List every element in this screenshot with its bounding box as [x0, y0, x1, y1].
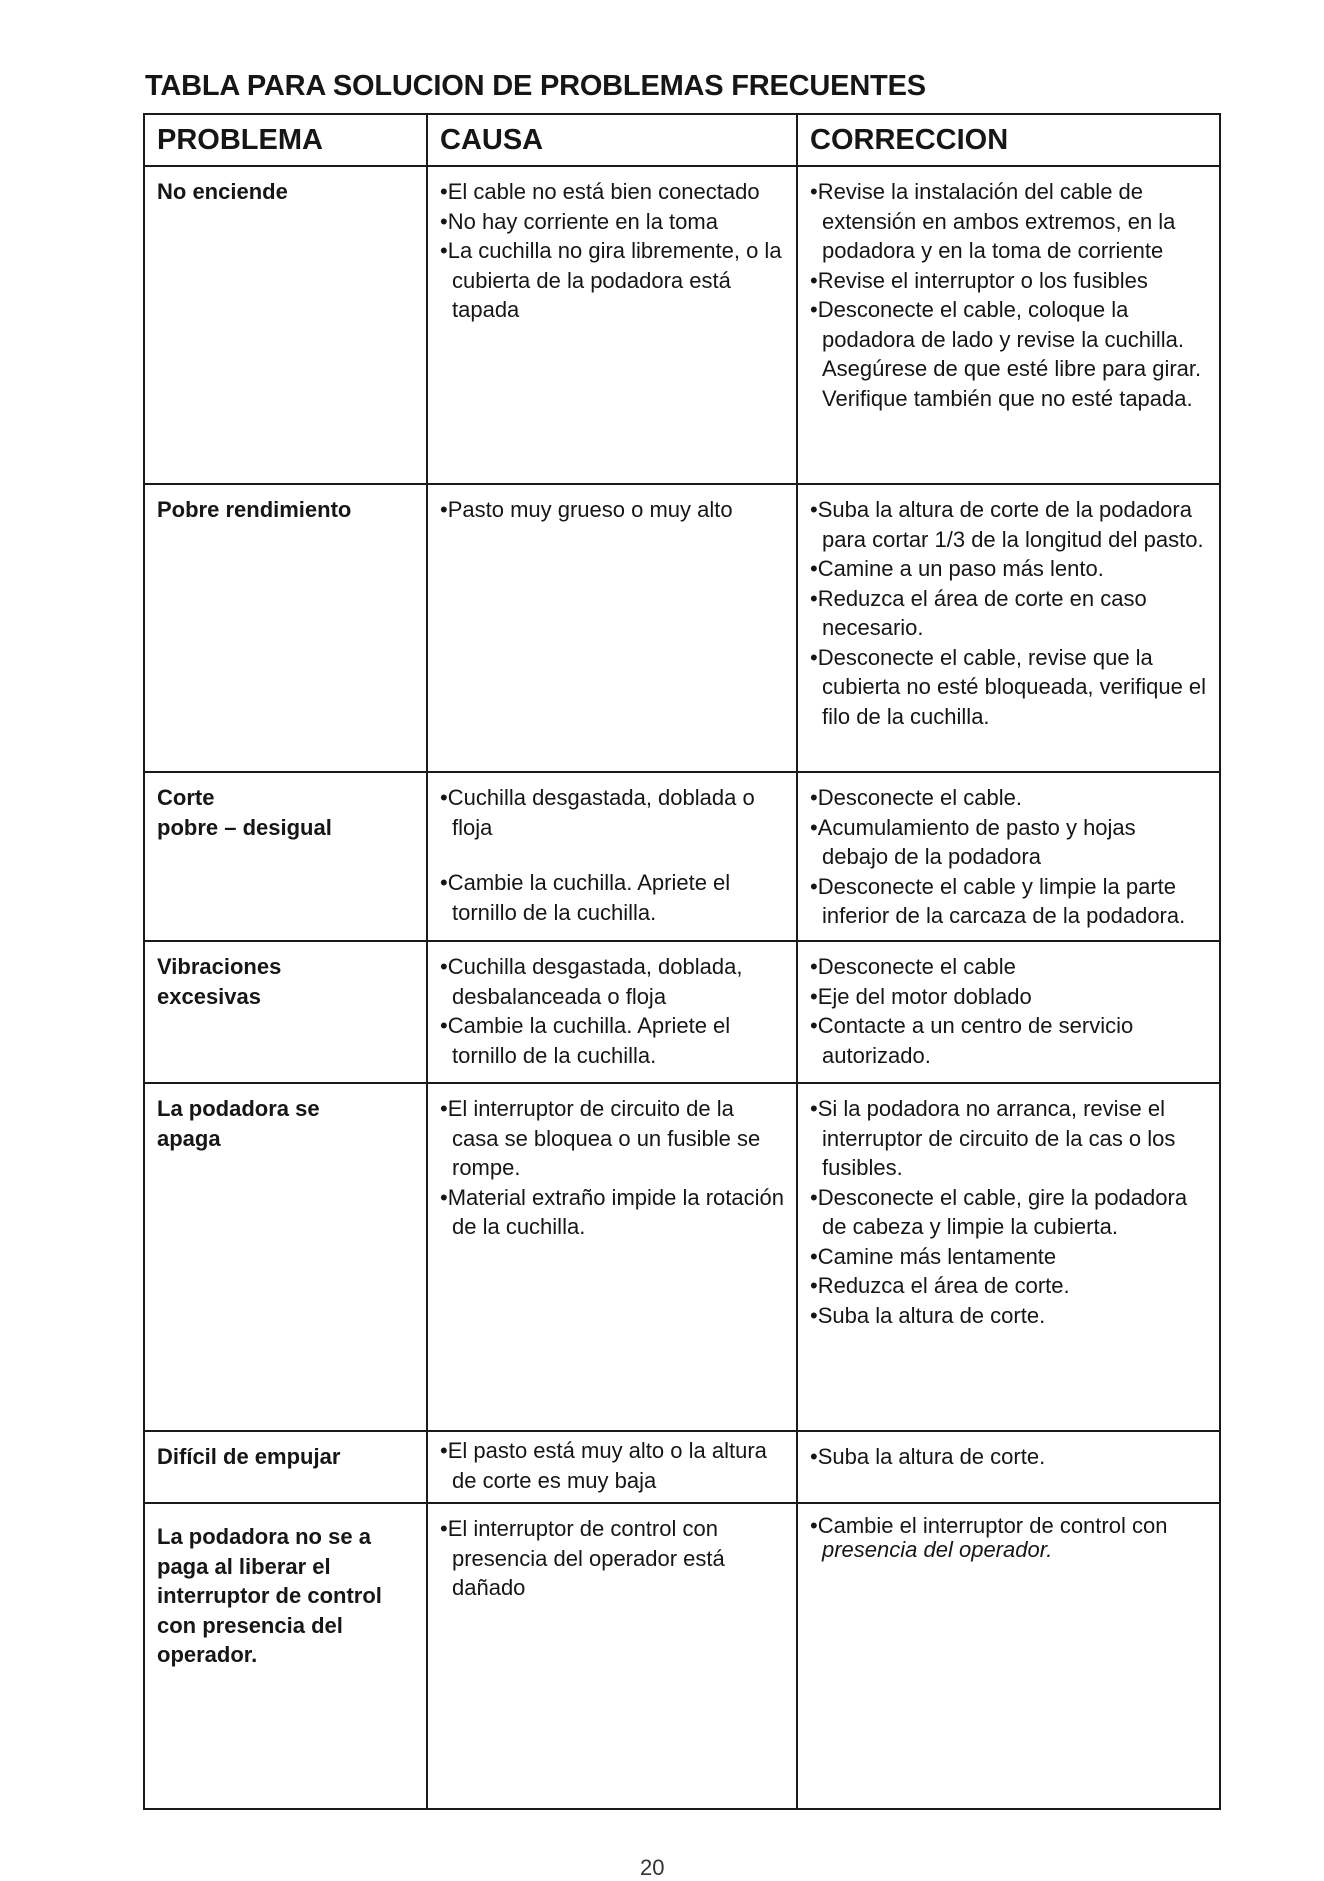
cause-cell	[428, 1084, 798, 1430]
cause-item: •Cambie la cuchilla. Apriete el tornillo de la cuchilla.	[440, 1013, 731, 1068]
page-title: TABLA PARA SOLUCION DE PROBLEMAS FRECUENTES	[145, 70, 926, 102]
problem-text: operador.	[157, 1642, 258, 1667]
cause-item: •La cuchilla no gira libremente, o la cubierta de la podadora está tapada	[440, 238, 782, 322]
header-problem: PROBLEMA	[145, 115, 428, 165]
correction-item: •Desconecte el cable	[810, 954, 1016, 979]
table-row	[145, 773, 1219, 942]
correction-item: •Reduzca el área de corte.	[810, 1273, 1070, 1298]
problem-text: Corte	[157, 785, 215, 810]
header-correction: CORRECCION	[810, 124, 1009, 156]
correction-cell	[798, 167, 1219, 483]
troubleshooting-table	[143, 113, 1221, 1810]
cause-cell	[428, 773, 798, 943]
page-number: 20	[640, 1855, 665, 1880]
correction-cell	[798, 485, 1219, 771]
cause-cell	[428, 167, 798, 483]
cause-cell	[428, 1432, 798, 1507]
problem-text: excesivas	[157, 983, 261, 1009]
correction-item: •Cambie el interruptor de control con	[810, 1513, 1168, 1538]
correction-item: •Reduzca el área de corte en caso necesario.	[810, 585, 1147, 640]
correction-item: •Eje del motor doblado	[810, 983, 1032, 1009]
problem-cell	[145, 167, 428, 483]
correction-item: •Suba la altura de corte.	[810, 1444, 1046, 1469]
problem-cell	[145, 485, 428, 771]
correction-cell	[798, 1084, 1219, 1430]
cause-cell	[428, 485, 798, 771]
cause-item: •El cable no está bien conectado	[440, 179, 760, 204]
problem-text: apaga	[157, 1125, 221, 1151]
table-row	[145, 1432, 1219, 1504]
correction-cell	[798, 773, 1219, 943]
problem-text: Difícil de empujar	[157, 1444, 341, 1469]
correction-item: •Si la podadora no arranca, revise el interruptor de circuito de la cas o los fusibles.	[810, 1096, 1176, 1180]
problem-text: interruptor de control	[157, 1583, 382, 1608]
problem-text: La podadora se	[157, 1096, 320, 1121]
cause-item: •Cuchilla desgastada, doblada o floja	[440, 785, 755, 840]
correction-item: •Revise el interruptor o los fusibles	[810, 267, 1148, 293]
table-row	[145, 1504, 1219, 1808]
problem-text: Pobre rendimiento	[157, 497, 352, 522]
correction-item: •Desconecte el cable, coloque la podadora de lado y revise la cuchilla. Asegúrese de que esté libre para girar. Verifique también que no esté tapada.	[810, 297, 1202, 411]
correction-item: •Desconecte el cable.	[810, 785, 1022, 810]
correction-cell	[798, 1432, 1219, 1507]
cause-item: •El pasto está muy alto o la altura de corte es muy baja	[440, 1438, 767, 1493]
problem-cell	[145, 1084, 428, 1430]
cause-cell	[428, 1504, 798, 1808]
problem-text: paga al liberar el	[157, 1553, 331, 1579]
cause-cell	[428, 942, 798, 1082]
problem-cell	[145, 942, 428, 1082]
cause-item: •El interruptor de circuito de la casa se bloquea o un fusible se rompe.	[440, 1096, 761, 1180]
cause-item: •Cuchilla desgastada, doblada, desbalanceada o floja	[440, 954, 743, 1009]
correction-item: •Camine a un paso más lento.	[810, 556, 1104, 581]
problem-cell	[145, 1432, 428, 1507]
problem-text: pobre – desigual	[157, 814, 332, 840]
correction-item: •Revise la instalación del cable de extensión en ambos extremos, en la podadora y en la toma de corriente	[810, 179, 1176, 263]
correction-item: •Suba la altura de corte.	[810, 1302, 1046, 1328]
header-cause: CAUSA	[428, 115, 798, 165]
correction-item: •Contacte a un centro de servicio autorizado.	[810, 1013, 1134, 1068]
table-header-row	[145, 115, 1219, 167]
correction-item: •Acumulamiento de pasto y hojas debajo de la podadora	[810, 814, 1136, 869]
correction-item: •Desconecte el cable y limpie la parte inferior de la carcaza de la podadora.	[810, 873, 1186, 928]
correction-item: •Camine más lentamente	[810, 1243, 1057, 1269]
cause-item: •Material extraño impide la rotación de la cuchilla.	[440, 1184, 784, 1239]
problem-text: La podadora no se a	[157, 1524, 371, 1549]
table-row	[145, 167, 1219, 485]
problem-cell	[145, 1504, 428, 1808]
problem-text: con presencia del	[157, 1612, 343, 1638]
correction-cell	[798, 1504, 1219, 1808]
problem-text: No enciende	[157, 179, 288, 204]
correction-cell	[798, 942, 1219, 1082]
cause-item: •Cambie la cuchilla. Apriete el tornillo de la cuchilla.	[440, 870, 731, 925]
problem-text: Vibraciones	[157, 954, 282, 979]
table-row	[145, 942, 1219, 1084]
table-row	[145, 485, 1219, 773]
correction-item-italic: presencia del operador.	[822, 1537, 1053, 1562]
correction-item: •Suba la altura de corte de la podadora para cortar 1/3 de la longitud del pasto.	[810, 497, 1204, 552]
table-row	[145, 1084, 1219, 1432]
cause-item: •Pasto muy grueso o muy alto	[440, 497, 733, 522]
correction-item: •Desconecte el cable, revise que la cubierta no esté bloqueada, verifique el filo de la cuchilla.	[810, 644, 1207, 729]
correction-item: •Desconecte el cable, gire la podadora de cabeza y limpie la cubierta.	[810, 1184, 1188, 1239]
problem-cell	[145, 773, 428, 943]
cause-item: •No hay corriente en la toma	[440, 208, 718, 234]
cause-item: •El interruptor de control con presencia del operador está dañado	[440, 1516, 725, 1600]
